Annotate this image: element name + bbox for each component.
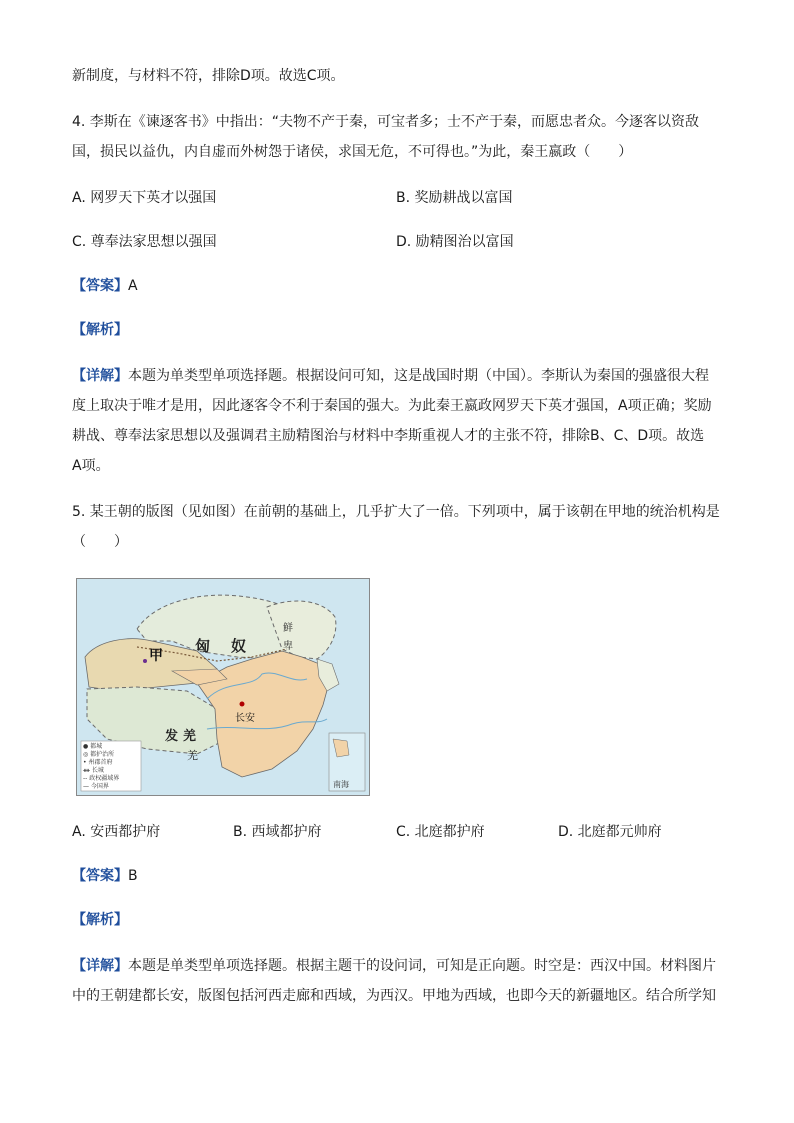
previous-answer-tail: 新制度，与材料不符，排除D项。故选C项。	[72, 68, 345, 84]
map-label-xianbei-1: 鲜	[283, 623, 293, 634]
q4-analysis-heading: 【解析】	[72, 322, 128, 338]
question-4-stem-line-2: 国，损民以益仇，内自虚而外树怨于诸侯，求国无危，不可得也。”为此，秦王嬴政（ ）	[72, 144, 633, 160]
legend-item: ● 都城	[83, 743, 103, 750]
q4-option-b: B. 奖励耕战以富国	[396, 190, 513, 206]
q4-answer	[72, 276, 138, 296]
jia-marker	[143, 659, 147, 663]
detail-tag: 【详解】	[72, 368, 128, 384]
question-5-stem-line-1: 5. 某王朝的版图（见如图）在前朝的基础上，几乎扩大了一倍。下列项中，属于该朝在甲地的统治机构是	[72, 504, 720, 520]
answer-value: B	[128, 868, 138, 884]
legend-item: ◎ 都护治所	[83, 751, 115, 758]
q4-detail-line-4: A项。	[72, 458, 110, 474]
map-svg	[77, 579, 369, 795]
legend-item: -- 政权疆域界	[83, 775, 120, 782]
q4-option-c: C. 尊奉法家思想以强国	[72, 234, 217, 250]
q5-detail-line-1	[72, 956, 716, 976]
legend-item: • 州郡首府	[83, 759, 113, 766]
map-label-faqiang-1: 发	[165, 729, 179, 744]
western-han-map	[76, 578, 370, 796]
map-legend	[83, 743, 119, 791]
map-label-faqiang-2: 羌	[183, 729, 197, 744]
detail-text: 本题是单类型单项选择题。根据主题干的设问词，可知是正向题。时空是：西汉中国。材料图片	[128, 958, 716, 974]
q5-option-c: C. 北庭都护府	[396, 824, 485, 840]
changan-marker	[240, 702, 245, 707]
q4-option-a: A. 网罗天下英才以强国	[72, 190, 217, 206]
legend-item: — 今国界	[83, 783, 109, 790]
q5-option-d: D. 北庭都元帅府	[558, 824, 662, 840]
question-4-stem-line-1: 4. 李斯在《谏逐客书》中指出：“夫物不产于秦，可宝者多；士不产于秦，而愿忠者众。今逐客以资敌	[72, 114, 700, 130]
map-label-qiang: 羌	[187, 749, 198, 762]
q4-detail-line-3: 耕战、尊奉法家思想以及强调君主励精图治与材料中李斯重视人才的主张不符，排除B、C、D项。故选	[72, 428, 705, 444]
q5-detail-line-2: 中的王朝建都长安，版图包括河西走廊和西域，为西汉。甲地为西域，也即今天的新疆地区。结合所学知	[72, 988, 716, 1004]
map-label-nanhai: 南海	[333, 780, 349, 789]
map-label-jia: 甲	[149, 648, 163, 664]
q4-option-d: D. 励精图治以富国	[396, 234, 514, 250]
question-5-stem-line-2: （ ）	[72, 534, 128, 550]
q5-option-a: A. 安西都护府	[72, 824, 161, 840]
answer-tag: 【答案】	[72, 278, 128, 294]
q5-answer	[72, 866, 138, 886]
answer-tag: 【答案】	[72, 868, 128, 884]
legend-item: ᚓ 长城	[83, 767, 104, 774]
map-label-xianbei-2: 卑	[283, 641, 293, 652]
answer-value: A	[128, 278, 138, 294]
map-label-changan: 长安	[235, 713, 255, 724]
q5-analysis-heading: 【解析】	[72, 912, 128, 928]
q4-detail-line-2: 度上取决于唯才是用，因此逐客令不利于秦国的强大。为此秦王嬴政网罗天下英才强国，A项正确；奖励	[72, 398, 712, 414]
q5-option-b: B. 西域都护府	[233, 824, 322, 840]
detail-text: 本题为单类型单项选择题。根据设问可知，这是战国时期（中国）。李斯认为秦国的强盛很大程	[128, 368, 709, 384]
q4-detail-line-1	[72, 366, 709, 386]
map-label-xiongnu-2: 奴	[231, 637, 247, 655]
detail-tag: 【详解】	[72, 958, 128, 974]
map-label-xiongnu-1: 匈	[195, 637, 211, 655]
